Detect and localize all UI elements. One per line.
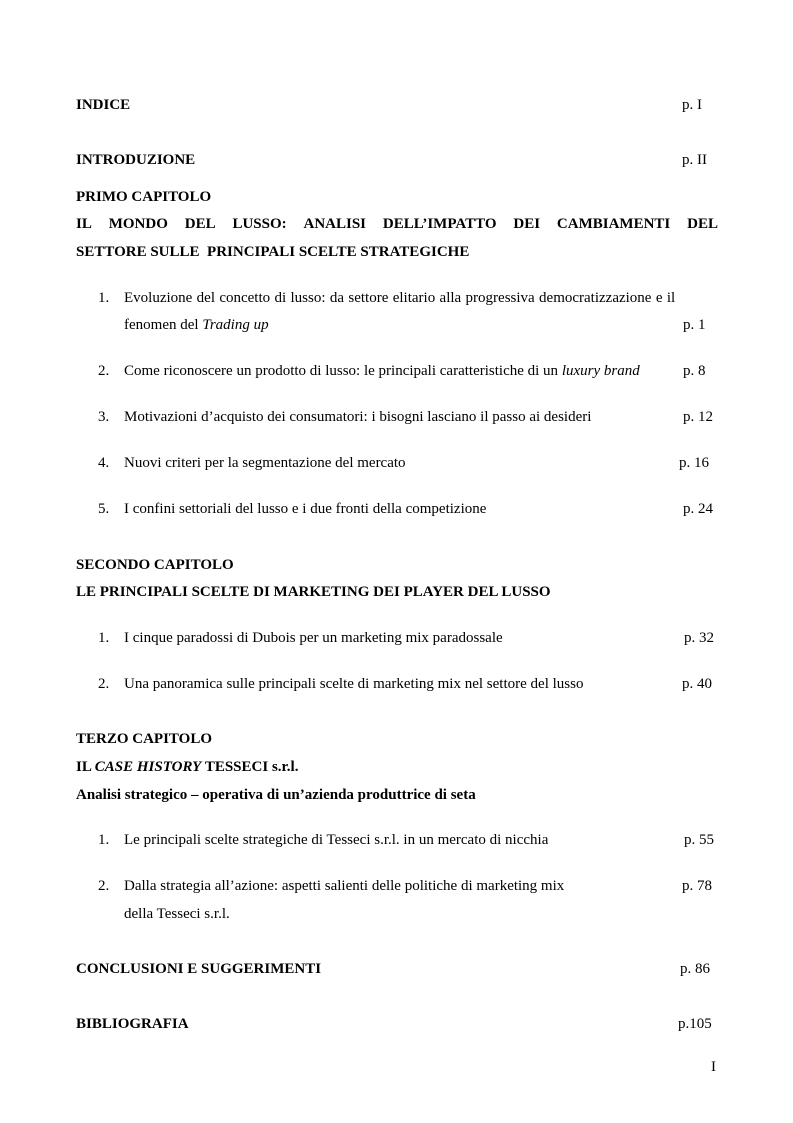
chapter1-title-word: LUSSO: — [232, 216, 287, 232]
toc-conclusioni-label: CONCLUSIONI E SUGGERIMENTI — [76, 961, 322, 977]
entry-text-italic: luxury brand — [561, 363, 640, 379]
chapter2-title: LE PRINCIPALI SCELTE DI MARKETING DEI PLAYER DEL LUSSO — [76, 584, 551, 600]
entry-number: 2. — [98, 878, 110, 894]
entry-text-line1 — [124, 289, 718, 307]
entry-number: 1. — [98, 290, 110, 306]
entry-number: 2. — [98, 363, 110, 379]
chapter1-title-word: CAMBIAMENTI — [556, 216, 671, 232]
entry-text-line — [124, 362, 640, 380]
chapter1-title-word: MONDO — [108, 216, 168, 232]
chapter3-subtitle: Analisi strategico – operativa di un’azienda produttrice di seta — [76, 787, 476, 803]
entry-page: p. 55 — [684, 832, 714, 848]
toc-bibliografia-label: BIBLIOGRAFIA — [76, 1016, 189, 1032]
entry-text-italic: Trading up — [202, 317, 269, 333]
entry-text: Nuovi criteri per la segmentazione del mercato — [124, 455, 406, 471]
entry-page: p. 32 — [684, 630, 714, 646]
chapter1-title-word: DEL — [687, 216, 718, 232]
chapter1-title-word: IL — [76, 216, 92, 232]
chapter3-label: TERZO CAPITOLO — [76, 731, 213, 747]
entry-page: p. 1 — [683, 317, 706, 333]
entry-number: 1. — [98, 630, 110, 646]
chapter1-title-word: DEI — [513, 216, 541, 232]
entry-text: Come riconoscere un prodotto di lusso: le principali caratteristiche di un — [124, 363, 562, 379]
entry-text: Evoluzione del concetto di lusso: da settore elitario alla progressiva democratizzazione e il — [124, 290, 676, 306]
chapter3-title-post: TESSECI s.r.l. — [201, 759, 299, 775]
entry-text: I confini settoriali del lusso e i due fronti della competizione — [124, 501, 487, 517]
entry-text: fenomen del — [124, 317, 203, 333]
chapter1-title-line1 — [76, 215, 718, 233]
toc-conclusioni-page: p. 86 — [680, 961, 710, 977]
chapter2-label: SECONDO CAPITOLO — [76, 557, 234, 573]
entry-number: 4. — [98, 455, 110, 471]
entry-text: Le principali scelte strategiche di Tesseci s.r.l. in un mercato di nicchia — [124, 832, 549, 848]
entry-number: 2. — [98, 676, 110, 692]
toc-introduzione-page: p. II — [682, 152, 707, 168]
chapter1-title-word: ANALISI — [303, 216, 367, 232]
chapter1-label: PRIMO CAPITOLO — [76, 189, 212, 205]
toc-indice-label: INDICE — [76, 97, 131, 113]
toc-indice-page: p. I — [682, 97, 702, 113]
entry-number: 1. — [98, 832, 110, 848]
entry-page: p. 24 — [683, 501, 713, 517]
entry-page: p. 12 — [683, 409, 713, 425]
chapter1-title-word: DEL — [184, 216, 216, 232]
entry-text: I cinque paradossi di Dubois per un marketing mix paradossale — [124, 630, 503, 646]
chapter1-title-line2: SETTORE SULLE PRINCIPALI SCELTE STRATEGICHE — [76, 244, 470, 260]
entry-page: p. 40 — [682, 676, 712, 692]
entry-text: Motivazioni d’acquisto dei consumatori: i bisogni lasciano il passo ai desideri — [124, 409, 592, 425]
chapter3-title — [76, 758, 298, 776]
entry-text-line2 — [124, 316, 269, 334]
page-number: I — [711, 1059, 716, 1075]
entry-page: p. 8 — [683, 363, 706, 379]
entry-text-line2: della Tesseci s.r.l. — [124, 906, 230, 922]
entry-number: 3. — [98, 409, 110, 425]
entry-text-line1: Dalla strategia all’azione: aspetti salienti delle politiche di marketing mix — [124, 878, 565, 894]
toc-introduzione-label: INTRODUZIONE — [76, 152, 196, 168]
chapter3-title-pre: IL — [76, 759, 95, 775]
entry-text: Una panoramica sulle principali scelte di marketing mix nel settore del lusso — [124, 676, 584, 692]
entry-page: p. 16 — [679, 455, 709, 471]
entry-page: p. 78 — [682, 878, 712, 894]
entry-number: 5. — [98, 501, 110, 517]
chapter1-title-word: DELL’IMPATTO — [382, 216, 497, 232]
chapter3-title-italic: CASE HISTORY — [94, 759, 202, 775]
toc-bibliografia-page: p.105 — [678, 1016, 712, 1032]
